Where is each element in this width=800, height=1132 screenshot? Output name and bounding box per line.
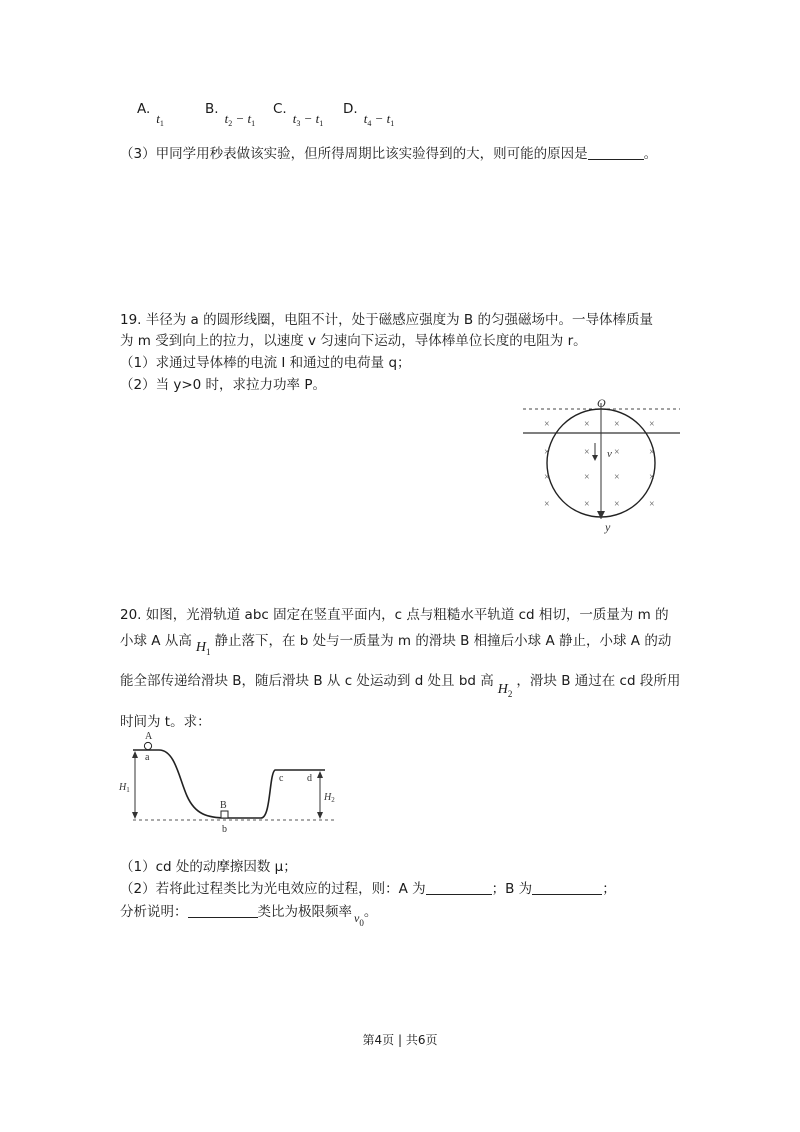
q18-part3: （3）甲同学用秒表做该实验，但所得周期比该实验得到的大，则可能的原因是 。 <box>120 146 658 162</box>
q19-circle-figure <box>515 395 685 540</box>
q20-line4: 时间为 t。求： <box>120 714 211 730</box>
field-mark: × <box>584 447 590 458</box>
h1-arrow-top <box>132 751 138 758</box>
nu0-symbol: $\nu_0$ <box>354 911 364 928</box>
field-mark: × <box>649 419 655 430</box>
q19-line2: 为 m 受到向上的拉力，以速度 v 匀速向下运动，导体棒单位长度的电阻为 r。 <box>120 333 587 349</box>
q20-sub1: （1）cd 处的动摩擦因数 μ； <box>120 859 297 875</box>
label-A: A <box>145 731 153 742</box>
field-mark: × <box>584 419 590 430</box>
y-axis-arrow <box>597 511 605 519</box>
h2-symbol: $H_2$ <box>497 682 513 699</box>
q20-line1: 20. 如图，光滑轨道 abc 固定在竖直平面内，c 点与粗糙水平轨道 cd 相切，一质量为 m 的 <box>120 607 669 623</box>
option-c-expr: $t_3 - t_1$ <box>292 111 324 128</box>
q20-line3: 能全部传递给滑块 B，随后滑块 B 从 c 处运动到 d 处且 bd 高$H_2$，滑块 B 通过在 cd 段所用 <box>120 672 680 703</box>
option-d-expr: $t_4 - t_1$ <box>363 111 395 128</box>
answer-blank-b <box>532 881 602 895</box>
field-mark: × <box>544 472 550 483</box>
label-h1: $H_1$ <box>119 782 130 794</box>
field-mark: × <box>584 472 590 483</box>
label-b: b <box>222 824 227 835</box>
field-mark: × <box>544 499 550 510</box>
q19-line3: （1）求通过导体棒的电流 I 和通过的电荷量 q； <box>120 355 411 371</box>
field-mark: × <box>614 419 620 430</box>
field-mark: × <box>544 419 550 430</box>
h1-symbol: $H_1$ <box>195 640 211 657</box>
option-d: $D.t_4 - t_1$ <box>343 101 395 128</box>
label-d: d <box>307 773 312 784</box>
q20-line2: 小球 A 从高 $H_1$静止落下，在 b 处与一质量为 m 的滑块 B 相撞后小球 A 静止，小球 A 的动 <box>120 632 671 661</box>
q19-line4: （2）当 y>0 时，求拉力功率 P。 <box>120 377 326 393</box>
label-h2: $H_2$ <box>324 792 335 804</box>
field-mark: × <box>544 447 550 458</box>
q19-line1: 19. 半径为 a 的圆形线圈，电阻不计，处于磁感应强度为 B 的匀强磁场中。一导体棒质量 <box>120 312 653 328</box>
field-mark: × <box>614 447 620 458</box>
option-c: $C.t_3 - t_1$ <box>273 101 324 128</box>
option-b: $B.t_2 - t_1$ <box>205 101 256 128</box>
q20-track-figure <box>115 728 340 840</box>
h2-arrow-bottom <box>317 812 323 819</box>
h2-arrow-top <box>317 771 323 778</box>
label-B: B <box>220 800 227 811</box>
field-mark: × <box>649 472 655 483</box>
label-c: c <box>279 773 284 784</box>
field-mark: × <box>649 499 655 510</box>
y-label: y <box>605 520 611 534</box>
h1-arrow-bottom <box>132 812 138 819</box>
field-mark: × <box>649 447 655 458</box>
option-a: $A.t_1$ <box>137 101 164 128</box>
velocity-arrow-head <box>592 455 598 461</box>
q20-sub2: （2）若将此过程类比为光电效应的过程，则：A 为 ；B 为 ； <box>120 881 616 897</box>
option-b-expr: $t_2 - t_1$ <box>224 111 256 128</box>
label-a: a <box>145 752 150 763</box>
option-a-expr: $t_1$ <box>156 111 164 128</box>
velocity-label: v <box>607 448 612 460</box>
field-mark: × <box>614 499 620 510</box>
field-mark: × <box>584 499 590 510</box>
page-footer: 第4页 | 共6页 <box>362 1033 438 1047</box>
block-b <box>221 811 228 818</box>
answer-blank <box>588 146 644 160</box>
origin-label: O <box>597 396 606 410</box>
ball-a <box>144 742 151 749</box>
answer-blank-a <box>426 881 492 895</box>
q20-sub3: 分析说明： 类比为极限频率 $\nu_0$。 <box>120 903 377 932</box>
answer-blank-c <box>188 904 258 918</box>
track-abc-cd <box>133 750 325 818</box>
field-mark: × <box>614 472 620 483</box>
